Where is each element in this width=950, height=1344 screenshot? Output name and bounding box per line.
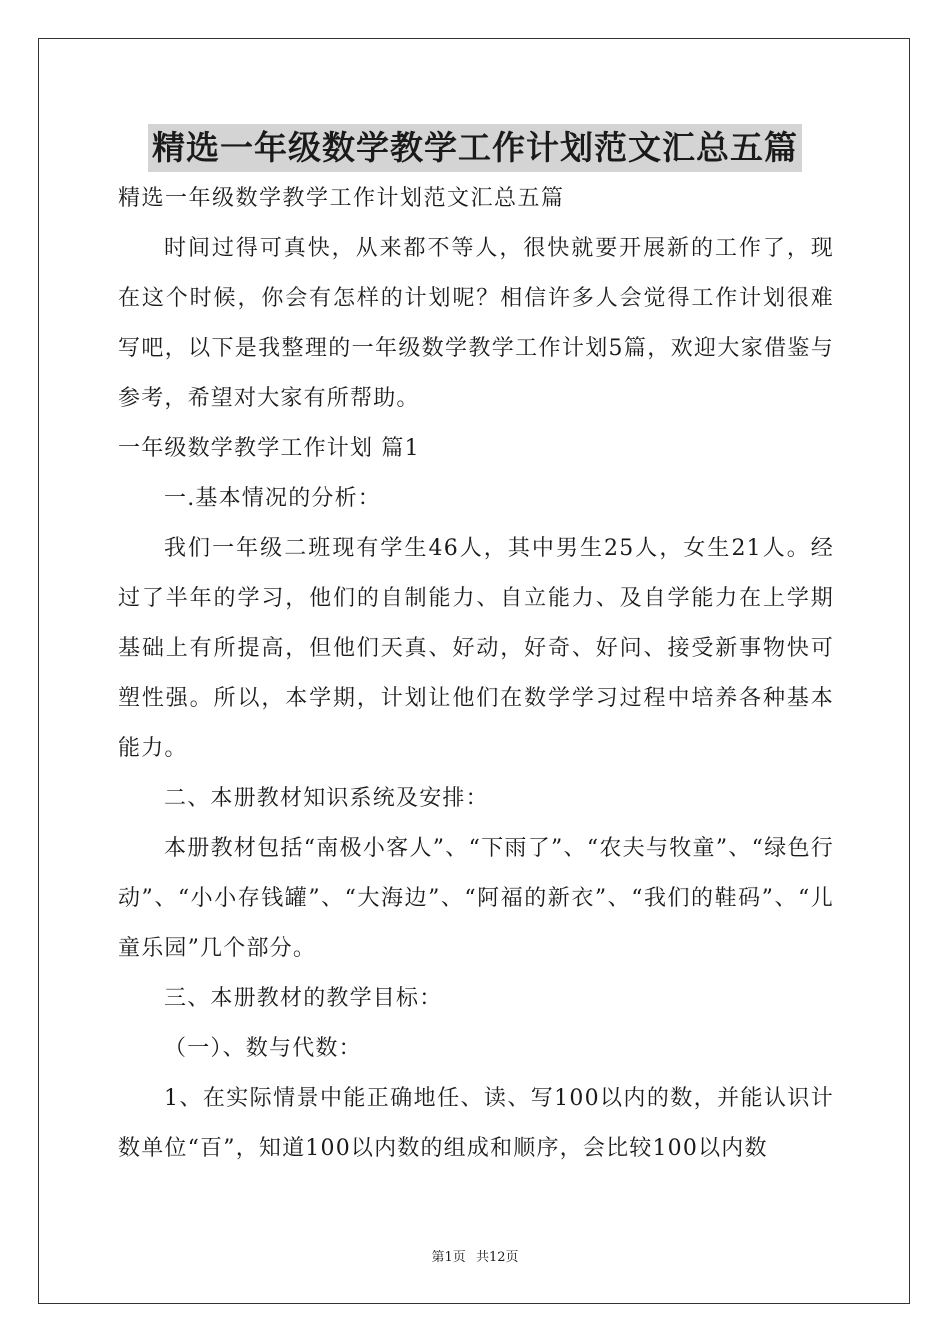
document-title: 精选一年级数学教学工作计划范文汇总五篇 bbox=[148, 124, 802, 172]
section-heading-plan-1: 一年级数学教学工作计划 篇1 bbox=[118, 436, 420, 461]
page-total: 共12页 bbox=[475, 1250, 519, 1265]
paragraph-textbook-contents: 本册教材包括“南极小客人”、“下雨了”、“农夫与牧童”、“绿色行动”、“小小存钱罐”、“大海边”、“阿福的新衣”、“我们的鞋码”、“儿童乐园”几个部分。 bbox=[118, 836, 834, 961]
section-heading-basic-analysis: 一.基本情况的分析： bbox=[164, 486, 381, 511]
document-subtitle: 精选一年级数学教学工作计划范文汇总五篇 bbox=[118, 186, 565, 211]
subsection-heading-numbers-algebra: （一）、数与代数： bbox=[164, 1036, 362, 1061]
section-heading-teaching-goals: 三、本册教材的教学目标： bbox=[164, 986, 443, 1011]
title-container bbox=[0, 124, 950, 172]
document-body bbox=[118, 174, 834, 1174]
section-heading-textbook-system: 二、本册教材知识系统及安排： bbox=[164, 786, 489, 811]
page-number: 第1页 bbox=[431, 1250, 466, 1265]
paragraph-goal-1: 1、在实际情景中能正确地任、读、写100以内的数，并能认识计数单位“百”，知道100以内数的组成和顺序，会比较100以内数 bbox=[118, 1086, 834, 1161]
paragraph-class-situation: 我们一年级二班现有学生46人，其中男生25人，女生21人。经过了半年的学习，他们的自制能力、自立能力、及自学能力在上学期基础上有所提高，但他们天真、好动，好奇、好问、接受新事物快可塑性强。所以，本学期，计划让他们在数学学习过程中培养各种基本能力。 bbox=[118, 536, 834, 761]
page-footer bbox=[0, 1246, 950, 1265]
intro-paragraph: 时间过得可真快，从来都不等人，很快就要开展新的工作了，现在这个时候，你会有怎样的计划呢？相信许多人会觉得工作计划很难写吧，以下是我整理的一年级数学教学工作计划5篇，欢迎大家借鉴与参考，希望对大家有所帮助。 bbox=[118, 236, 834, 411]
